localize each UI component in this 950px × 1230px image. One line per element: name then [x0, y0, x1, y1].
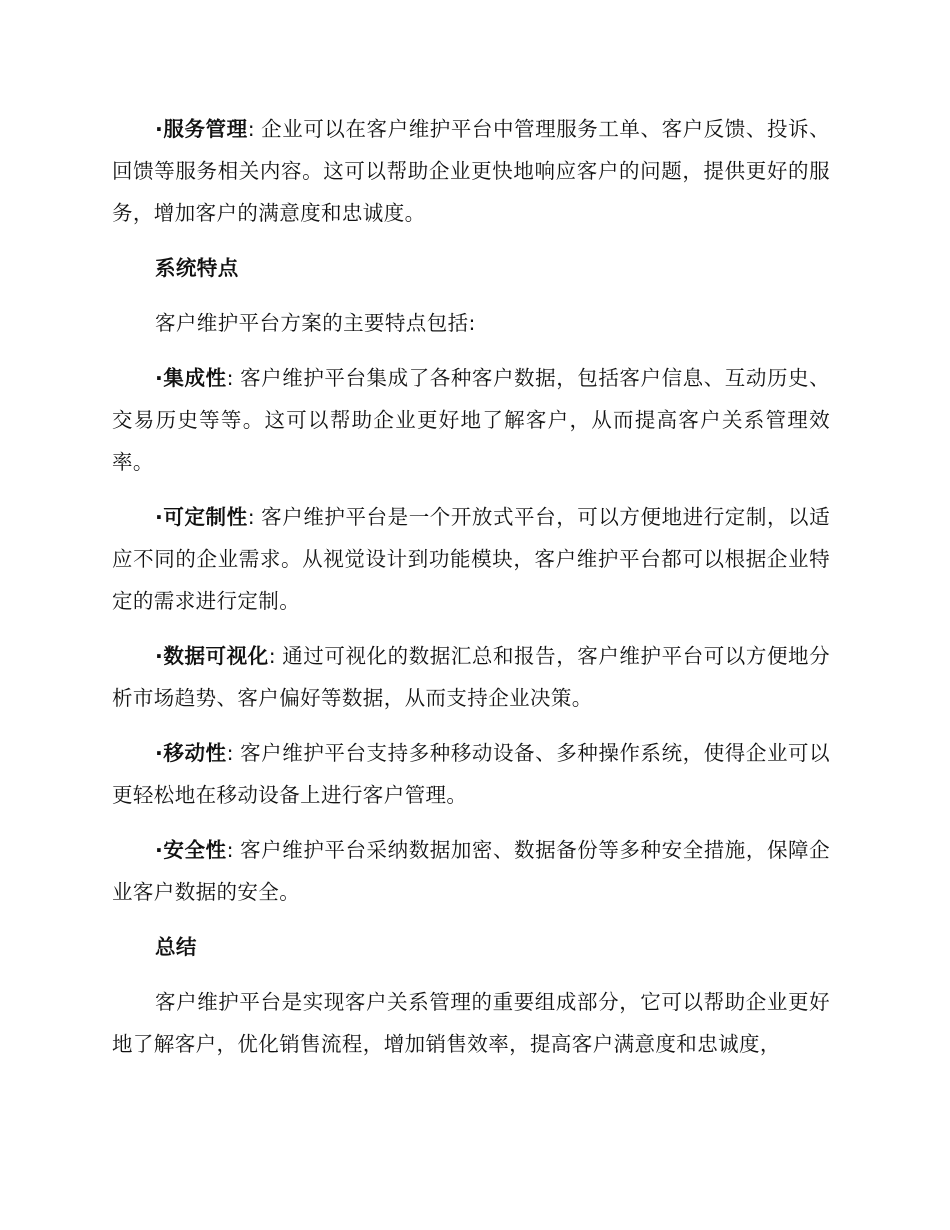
term-separator: :: [268, 644, 277, 668]
bullet-paragraph-security: [112, 829, 830, 913]
document-page: [112, 108, 830, 1078]
bullet-term: [155, 117, 248, 141]
section-heading-summary: 总结: [155, 935, 197, 959]
term-label: 移动性: [163, 741, 227, 765]
bullet-text: 企业可以在客户维护平台中管理服务工单、客户反馈、投诉、回馈等服务相关内容。这可以帮助企业更快地响应客户的问题，提供更好的服务，增加客户的满意度和忠诚度。: [112, 117, 830, 225]
bullet-paragraph-data-visualization: [112, 635, 830, 719]
bullet-marker: ·: [155, 505, 164, 529]
section-heading-system-features: 系统特点: [155, 256, 239, 280]
summary-paragraph: 客户维护平台是实现客户关系管理的重要组成部分，它可以帮助企业更好地了解客户，优化销售流程，增加销售效率，提高客户满意度和忠诚度，: [112, 990, 830, 1056]
term-label: 可定制性: [163, 505, 248, 529]
term-label: 集成性: [163, 366, 227, 390]
term-separator: :: [247, 505, 255, 529]
term-label: 数据可视化: [163, 644, 269, 668]
bullet-term: [155, 741, 227, 765]
bullet-marker: ·: [155, 838, 164, 862]
bullet-marker: ·: [155, 366, 164, 390]
term-label: 服务管理: [163, 117, 248, 141]
bullet-text: 客户维护平台支持多种移动设备、多种操作系统，使得企业可以更轻松地在移动设备上进行客户管理。: [112, 741, 831, 807]
term-separator: :: [226, 838, 234, 862]
term-separator: :: [226, 741, 234, 765]
term-separator: :: [226, 366, 234, 390]
intro-paragraph: 客户维护平台方案的主要特点包括:: [155, 311, 476, 335]
bullet-text: 客户维护平台是一个开放式平台，可以方便地进行定制，以适应不同的企业需求。从视觉设计到功能模块，客户维护平台都可以根据企业特定的需求进行定制。: [112, 505, 830, 613]
bullet-text: 客户维护平台集成了各种客户数据，包括客户信息、互动历史、交易历史等等。这可以帮助企业更好地了解客户，从而提高客户关系管理效率。: [112, 366, 831, 474]
bullet-paragraph-customizability: [112, 496, 830, 622]
bullet-paragraph-service-management: [112, 108, 830, 234]
term-label: 安全性: [163, 838, 227, 862]
term-separator: :: [247, 117, 255, 141]
bullet-text: 通过可视化的数据汇总和报告，客户维护平台可以方便地分析市场趋势、客户偏好等数据，从而支持企业决策。: [112, 644, 830, 710]
bullet-paragraph-integration: [112, 357, 830, 483]
bullet-term: [155, 505, 248, 529]
bullet-term: [155, 644, 269, 668]
bullet-term: [155, 366, 227, 390]
bullet-marker: ·: [155, 741, 164, 765]
bullet-term: [155, 838, 227, 862]
bullet-paragraph-mobility: [112, 732, 830, 816]
bullet-marker: ·: [155, 117, 164, 141]
bullet-marker: ·: [155, 644, 164, 668]
bullet-text: 客户维护平台采纳数据加密、数据备份等多种安全措施，保障企业客户数据的安全。: [112, 838, 831, 904]
